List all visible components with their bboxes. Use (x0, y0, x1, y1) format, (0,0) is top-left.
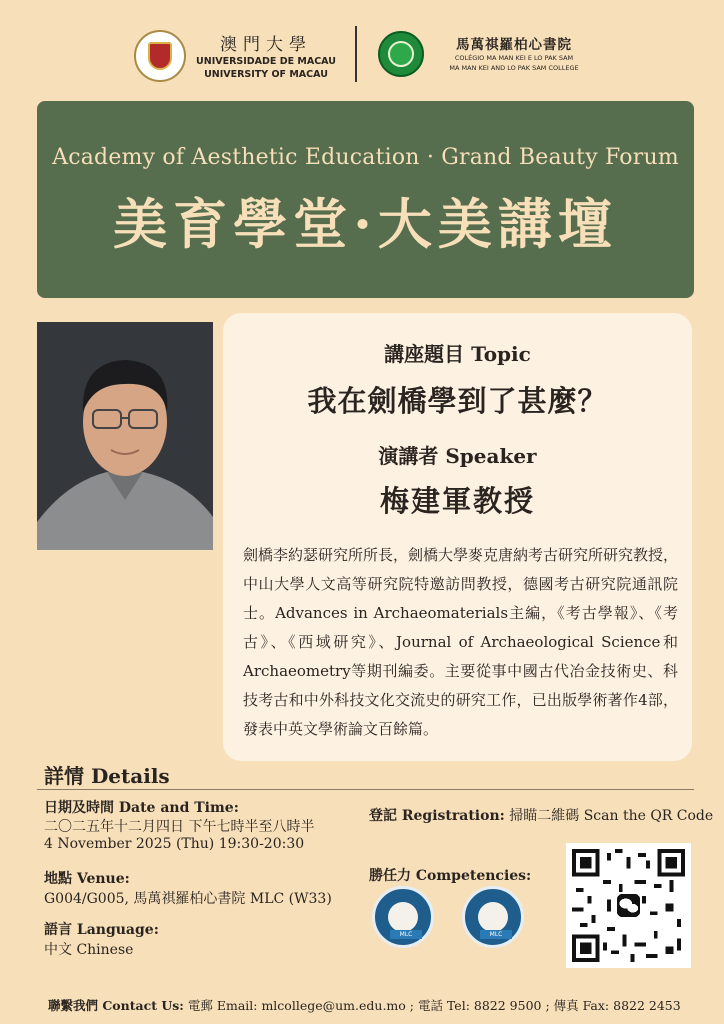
competency-badge-icon (372, 886, 434, 948)
details-heading: 詳情 Details (44, 764, 170, 788)
registration (369, 805, 713, 825)
header (0, 0, 724, 92)
language-label: 語言 Language: (44, 922, 159, 938)
banner-title-en: Academy of Aesthetic Education · Grand Beauty Forum (52, 145, 679, 170)
registration-qr-code[interactable] (566, 843, 691, 968)
language-value: 中文 Chinese (44, 942, 134, 958)
contact-footer (48, 996, 681, 1014)
details-divider (37, 789, 694, 790)
mlc-logo-icon (378, 31, 424, 77)
mlc-name (434, 33, 594, 73)
badge-label: MLC (480, 930, 512, 939)
banner-title-zh: 美育學堂·大美講壇 (113, 192, 618, 256)
qr-code-icon (572, 849, 685, 962)
um-logo-icon (134, 30, 186, 82)
registration-value: 掃瞄二維碼 Scan the QR Code (504, 808, 714, 824)
title-banner (37, 101, 694, 298)
mlc-name-pt: COLÉGIO MA MAN KEI E LO PAK SAM (454, 54, 574, 62)
badge-label: MLC (390, 930, 422, 939)
datetime-label: 日期及時間 Date and Time: (44, 800, 239, 816)
mlc-name-en: MA MAN KEI AND LO PAK SAM COLLEGE (449, 64, 579, 72)
um-name-zh: 澳門大學 (220, 35, 312, 55)
um-name (196, 30, 336, 81)
speaker-bio: 劍橋李約瑟研究所所長，劍橋大學麥克唐納考古研究所研究教授，中山大學人文高等研究院特邀訪問教授，德國考古研究院通訊院士。Advances in Archaeomaterials主編，《考古學報》、《考古》、《西域研究》、Journal of Archaeological Science和Archaeometry等期刊編委。主要從事中國古代冶金技術史、科技考古和中外科技文化交流史的研究工作，已出版學術著作4部，發表中英文學術論文百餘篇。 (243, 546, 679, 738)
datetime-en: 4 November 2025 (Thu) 19:30-20:30 (44, 836, 305, 852)
competencies-label: 勝任力 Competencies: (369, 868, 532, 884)
um-name-en: UNIVERSITY OF MACAU (204, 69, 328, 80)
speaker-name: 梅建軍教授 (379, 484, 535, 518)
contact-details: 電郵 Email: mlcollege@um.edu.mo ; 電話 Tel: 8822 9500 ; 傳真 Fax: 8822 2453 (183, 998, 681, 1013)
datetime-zh: 二〇二五年十二月四日 下午七時半至八時半 (44, 819, 315, 835)
registration-label: 登記 Registration: (369, 808, 505, 824)
contact-label: 聯繫我們 Contact Us: (48, 998, 184, 1013)
speaker-photo (37, 322, 213, 550)
talk-card (223, 313, 692, 761)
mlc-name-zh: 馬萬祺羅柏心書院 (456, 37, 572, 53)
topic-label: 講座題目 Topic (384, 342, 531, 366)
um-name-pt: UNIVERSIDADE DE MACAU (196, 56, 336, 67)
speaker-label: 演講者 Speaker (378, 444, 537, 468)
speaker-portrait-icon (37, 322, 213, 550)
venue-value: G004/G005, 馬萬祺羅柏心書院 MLC (W33) (44, 891, 332, 907)
competency-badge-icon (462, 886, 524, 948)
venue-label: 地點 Venue: (44, 871, 130, 887)
header-divider (355, 26, 357, 82)
topic-title: 我在劍橋學到了甚麼？ (307, 384, 608, 418)
